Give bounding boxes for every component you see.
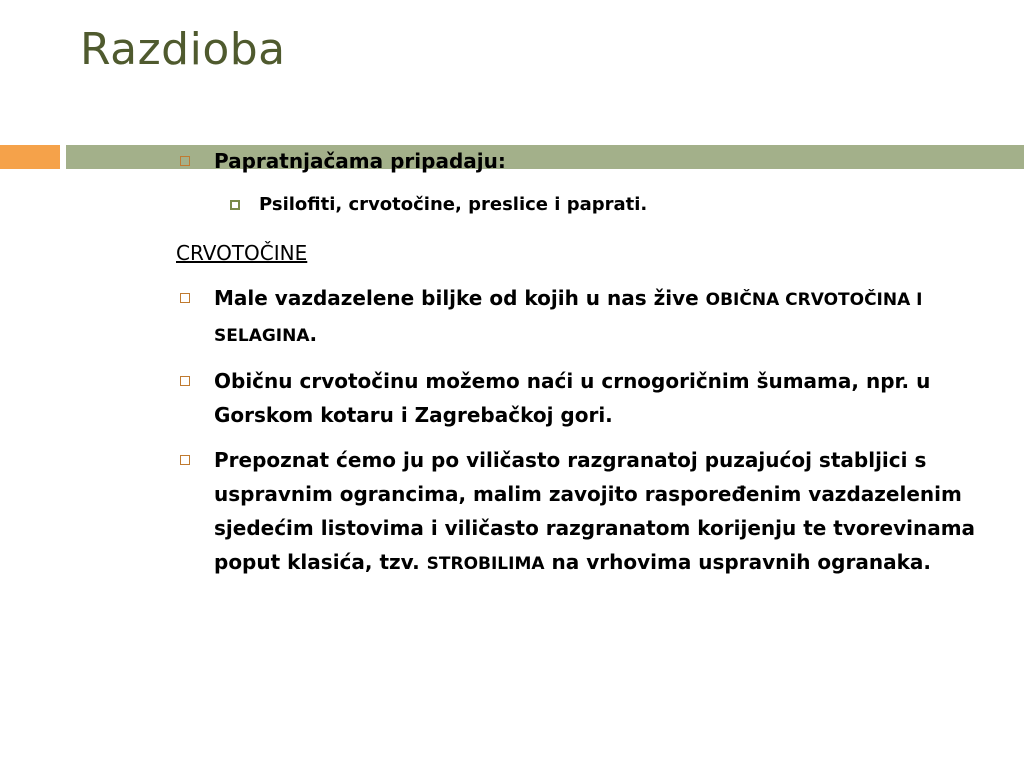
bullet-item-intro <box>176 144 996 178</box>
bullet-end-text: na vrhovima uspravnih ogranaka. <box>544 550 931 574</box>
bullet-item-3 <box>176 443 996 581</box>
sub-bullet-text: Psilofiti, crvotočine, preslice i paprati. <box>259 194 648 215</box>
bullet-caps-text: STROBILIMA <box>426 554 545 574</box>
accent-bar-orange <box>0 145 60 169</box>
sub-bullet-item <box>176 188 996 222</box>
slide-content <box>176 144 996 581</box>
hollow-square-icon <box>180 156 190 166</box>
slide-title: Razdioba <box>80 24 286 75</box>
bullet-item-1 <box>176 281 996 353</box>
bullet-text: Običnu crvotočinu možemo naći u crnogoričnim šumama, npr. u Gorskom kotaru i Zagrebačkoj gori. <box>214 369 931 427</box>
bullet-text: Male vazdazelene biljke od kojih u nas žive <box>214 286 706 310</box>
hollow-square-icon <box>180 293 190 303</box>
hollow-square-icon <box>180 376 190 386</box>
bullet-item-2 <box>176 364 996 432</box>
bullet-text: Prepoznat ćemo ju po viličasto razgranatoj puzajućoj stabljici s uspravnim ograncima, malim zavojito raspoređenim vazdazelenim sjedećim listovima i viličasto razgranatom korijenju te tvorevinama poput klasića, tzv. <box>214 448 976 574</box>
hollow-square-icon <box>180 455 190 465</box>
bullet-end-text: . <box>309 322 318 346</box>
bullet-text: Papratnjačama pripadaju: <box>214 149 506 173</box>
section-heading: CRVOTOČINE <box>176 241 308 265</box>
filled-square-icon <box>230 200 240 210</box>
bullet-caps-text: OBIČNA CRVOTOČINA I SELAGINA <box>214 290 923 346</box>
